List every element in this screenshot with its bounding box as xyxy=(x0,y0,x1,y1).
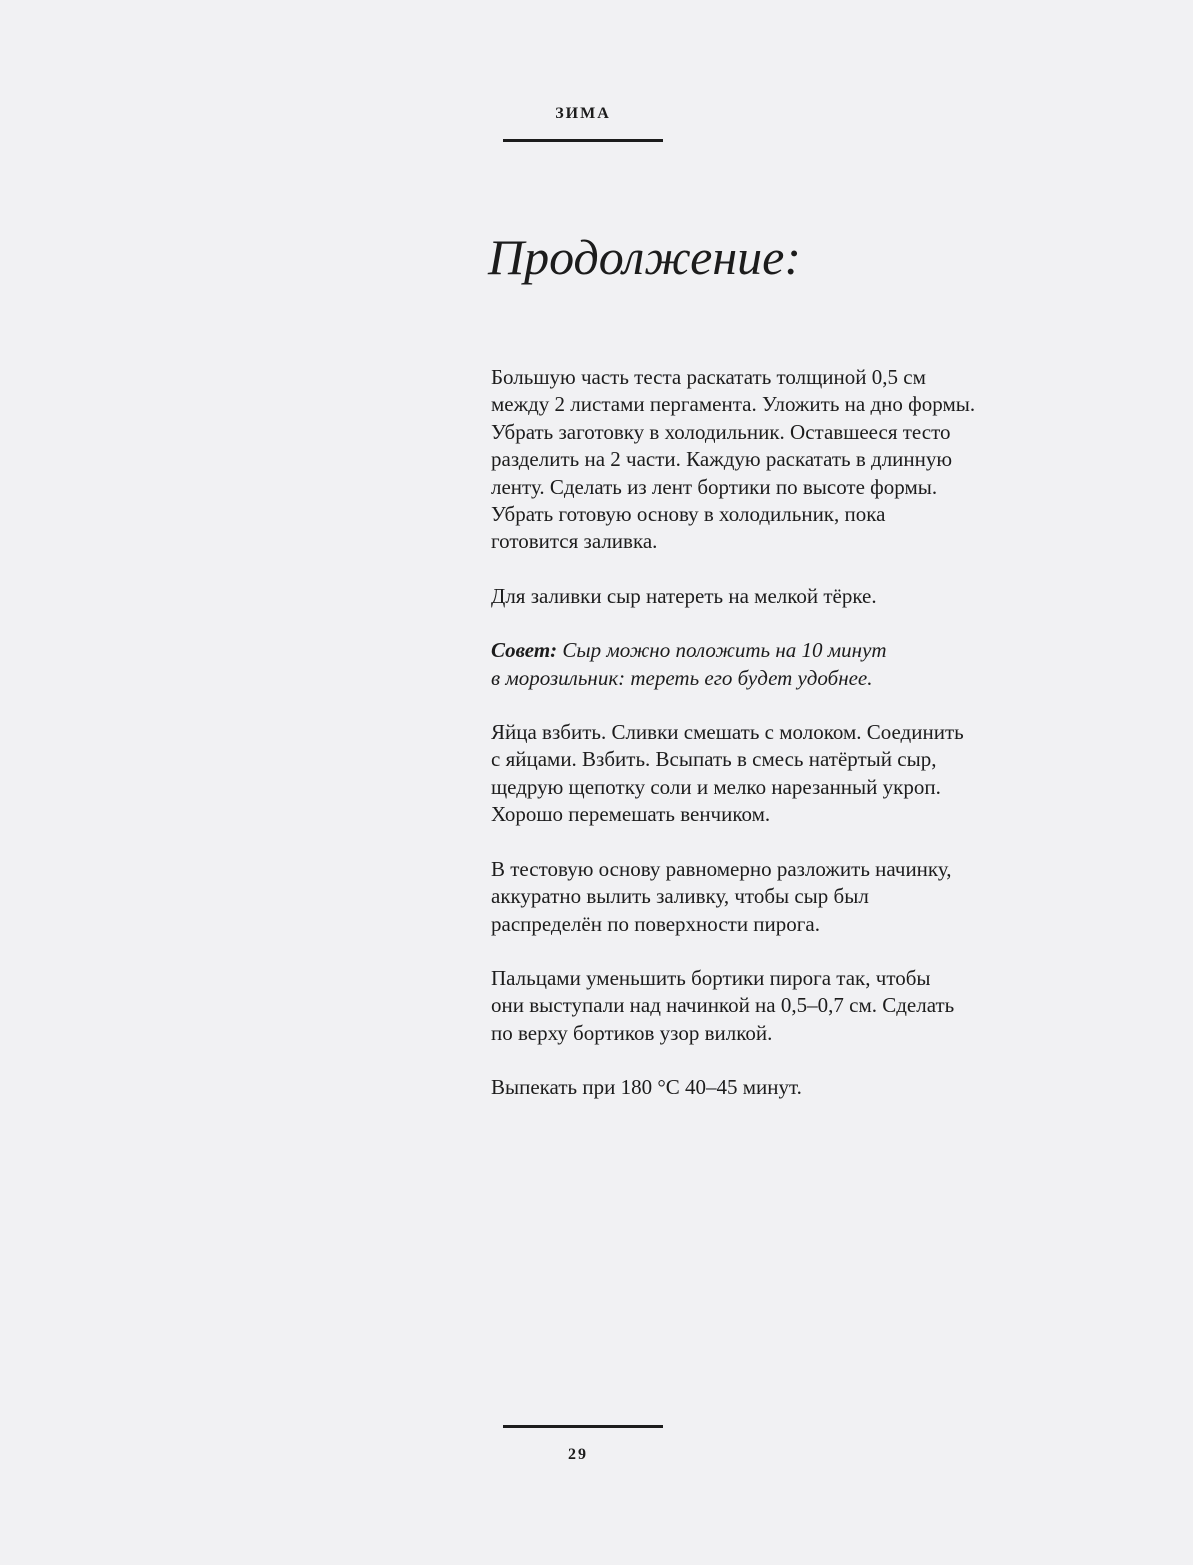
tip-text: Сыр можно положить на 10 минут в морозильник: тереть его будет удобнее. xyxy=(491,638,887,690)
step-paragraph: Выпекать при 180 °C 40–45 минут. xyxy=(491,1075,802,1100)
step-paragraph: Для заливки сыр натереть на мелкой тёрке. xyxy=(491,583,877,608)
step-paragraph: В тестовую основу равномерно разложить начинку, аккуратно вылить заливку, чтобы сыр был распределён по поверхности пирога. xyxy=(491,856,952,936)
footer-divider xyxy=(503,1425,663,1428)
tip-label: Совет: xyxy=(491,638,558,663)
tip-paragraph xyxy=(491,637,1051,692)
step-paragraph: Яйца взбить. Сливки смешать с молоком. Соединить с яйцами. Взбить. Всыпать в смесь натёртый сыр, щедрую щепотку соли и мелко нарезанный укроп. Хорошо перемешать венчиком. xyxy=(491,720,964,827)
page-number: 29 xyxy=(568,1446,588,1463)
page-title: Продолжение: xyxy=(488,229,801,285)
recipe-steps xyxy=(491,364,1051,1129)
header-divider xyxy=(503,139,663,142)
step-paragraph: Пальцами уменьшить бортики пирога так, чтобы они выступали над начинкой на 0,5–0,7 см. Сделать по верху бортиков узор вилкой. xyxy=(491,965,955,1045)
step-paragraph: Большую часть теста раскатать толщиной 0,5 см между 2 листами пергамента. Уложить на дно формы. Убрать заготовку в холодильник. Оставшееся тесто разделить на 2 части. Каждую раскатать в длинную ленту. Сделать из лент бортики по высоте формы. Убрать готовую основу в холодильник, пока готовится заливка. xyxy=(491,365,976,554)
section-label: ЗИМА xyxy=(555,105,611,122)
